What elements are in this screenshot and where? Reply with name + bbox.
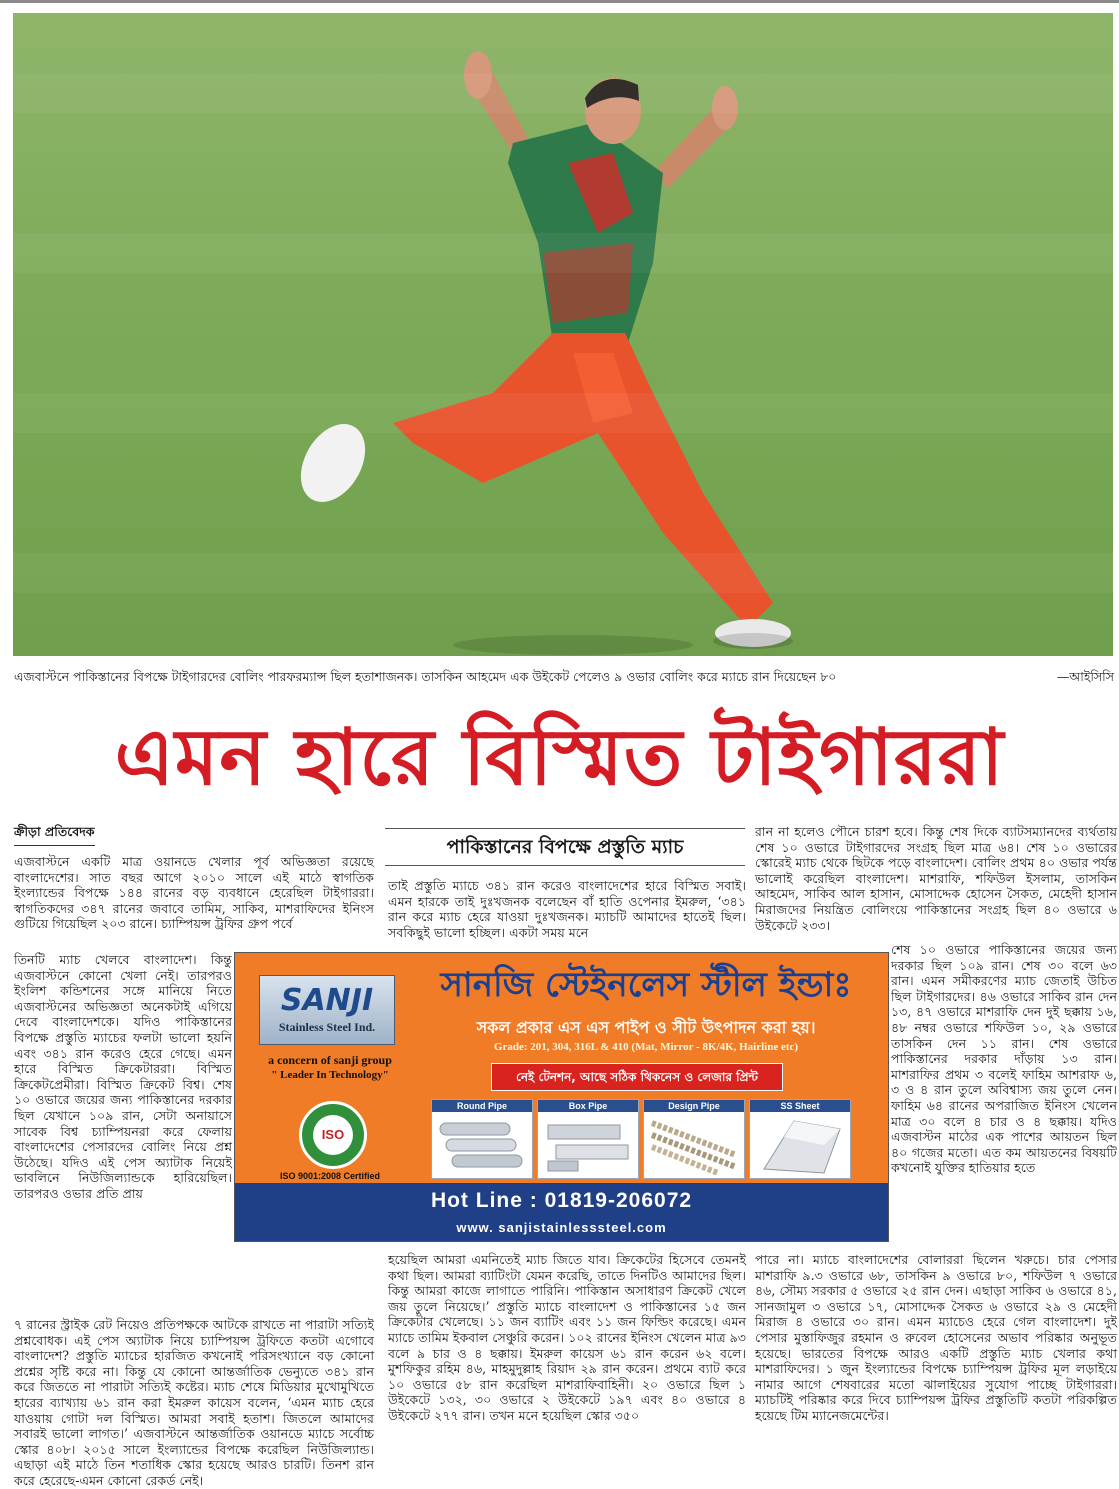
photo-credit: —আইসিসি (1056, 669, 1114, 684)
article-paragraph: এজবাস্টনে একটি মাত্র ওয়ানডে খেলার পূর্ব অভিজ্ঞতা রয়েছে বাংলাদেশের। সাত বছর আগে ২০১০ সালে এই মাঠে স্বাগতিক ইংল্যান্ডের বিপক্ষে ১৪৪ রানের বড় ব্যবধানে হেরেছিল টাইগাররা। স্বাগতিকদের ৩৪৭ রানের জবাবে তামিম, সাকিব, মাশরাফিদের ইনিংস গুটিয়ে গিয়েছিল ২০৩ রানে। চ্যাম্পিয়ন্স ট্রফির গ্রুপ পর্বে (14, 854, 374, 932)
ad-tagline: নেই টেনশন, আছে সঠিক থিকনেস ও লেজার প্রিন্ট (491, 1063, 783, 1091)
brand-name: SANJI (280, 983, 374, 1018)
caption-text: এজবাস্টনে পাকিস্তানের বিপক্ষে টাইগারদের বোলিং পারফরম্যান্স ছিল হতাশাজনক। তাসকিন আহমেদ এক উইকেট পেলেও ৯ ওভার বোলিং করে ম্যাচে রান দিয়েছেন ৮০ (14, 669, 837, 684)
box-pipe-icon (542, 1115, 634, 1175)
article-paragraph: ৭ রানের স্ট্রাইক রেট নিয়েও প্রতিপক্ষকে আটকে রাখতে না পারাটা সত্যিই প্রশ্নবোধক। এই পেস অ্যাটাক নিয়ে চ্যাম্পিয়ন্স ট্রফিতে কতটা এগোবে বাংলাদেশ? প্রস্তুতি ম্যাচের হারজিত কখনোই পরিসংখ্যানে বড় কোনো প্রশ্নের সৃষ্টি করে না। কিন্তু যে কোনো আন্তর্জাতিক ভেন্যুতে ৩৪১ রান করে জিততে না পারাটা সত্যিই কষ্টের। ম্যাচ শেষে মিডিয়ার মুখোমুখিতে হারের ব্যাখ্যায় ৬১ রান করা ইমরুল কায়েস বলেন, ‘এমন ম্যাচ হেরে যাওয়ায় গোটা দল বিস্মিত। আমরা সবাই হতাশ। জিতলে আমাদের সবারই ভালো লাগত।’ এজবাস্টনে আন্তর্জাতিক ওয়ানডে ম্যাচে সর্বোচ্চ স্কোর ৪০৮। ২০১৫ সালে ইংল্যান্ডের বিপক্ষে করেছিল নিউজিল্যান্ড। এছাড়া এই মাঠে তিন শতাধিক স্কোর হয়েছে আরও চারটি। তিনশ রান করে হেরেছে-এমন কোনো রেকর্ড নেই। (14, 1317, 374, 1488)
concern-text: a concern of sanji group (268, 1053, 392, 1067)
pitch-stripe (13, 393, 1113, 433)
article-column-3-bottom (755, 1252, 1117, 1424)
subheadline: পাকিস্তানের বিপক্ষে প্রস্তুতি ম্যাচ (385, 828, 745, 866)
product-label: Box Pipe (538, 1100, 638, 1112)
product-label: SS Sheet (750, 1100, 850, 1112)
round-pipe-icon (436, 1115, 528, 1175)
news-photo (13, 13, 1113, 656)
article-column-2-top (388, 878, 746, 940)
top-rule (0, 0, 1119, 3)
ad-grade: Grade: 201, 304, 316L & 410 (Mat, Mirror - 8K/4K, Hairline etc) (493, 1041, 799, 1053)
article-paragraph: তাই প্রস্তুতি ম্যাচে ৩৪১ রান করেও বাংলাদেশের হারে বিস্মিত সবাই। এমন হারকে তাই দুঃখজনক বলেছেন বাঁ হাতি ওপেনার ইমরুল, ‘৩৪১ রান করে ম্যাচ হেরে যাওয়া দুঃখজনক। ম্যাচটি আমাদের হাতেই ছিল। সবকিছুই ভালো হচ্ছিল। একটা সময় মনে (388, 878, 746, 940)
ss-sheet-icon (754, 1115, 846, 1175)
headline: এমন হারে বিস্মিত টাইগাররা (114, 713, 1005, 803)
article-paragraph: রান না হলেও পৌনে চারশ হবে। কিন্তু শেষ দিকে ব্যাটসম্যানদের ব্যর্থতায় শেষ ১০ ওভারে টাইগারদের সংগ্রহ ছিল মাত্র ৬৪। শেষ ১০ ওভারের স্কোরেই ম্যাচ থেকে ছিটকে পড়ে বাংলাদেশ। বোলিং প্রথম ৪০ ওভার পর্যন্ত ভালোই করেছিল বাংলাদেশ। মাশরাফি, শফিউল ইসলাম, তাসকিন আহমেদ, সাকিব আল হাসান, মোসাদ্দেক হোসেন সৈকত, মেহেদী হাসান মিরাজদের নিয়ন্ত্রিত বোলিংয়ে পাকিস্তানের সংগ্রহ ছিল ৪০ ওভারে ৬ উইকেটে ২৩৩। (755, 824, 1117, 933)
pitch-stripe (13, 553, 1113, 593)
article-column-1-bottom (14, 1317, 374, 1489)
article-paragraph: তিনটি ম্যাচ খেলবে বাংলাদেশ। কিন্তু এজবাস্টনে কোনো খেলা নেই। তারপরও ইংলিশ কন্ডিশনের সঙ্গে মানিয়ে নিতে এজবাস্টনের অভিজ্ঞতা অনেকটাই এগিয়ে দেবে বাংলাদেশকে। যদিও পাকিস্তানের বিপক্ষে প্রস্তুতি ম্যাচের ফলটা ভালো হয়নি এবং ৩৪১ রান করেও হেরে গেছে। এমন হারে বিস্মিত ক্রিকেটাররা। বিস্মিত ক্রিকেটপ্রেমীরা। বিস্মিত ক্রিকেট বিশ্ব। শেষ ১০ ওভারে জয়ের জন্য পাকিস্তানের দরকার ছিল যেখানে ১০৯ রান, সেটা অনায়াসে সাবেক বিশ্ব চ্যাম্পিয়নরা করে ফেলায় বাংলাদেশের পেসারদের বোলিং নিয়ে প্রশ্ন উঠেছে। যদিও এই পেস অ্যাটাক নিয়েই ভাবলিনে নিউজিল্যান্ডকে হারিয়েছিল। তারপরও ওভার প্রতি প্রায় (14, 952, 232, 1201)
brand-logo (259, 975, 395, 1045)
article-paragraph: হয়েছিল আমরা এমনিতেই ম্যাচ জিতে যাব। ক্রিকেটের হিসেবে তেমনই কথা ছিল। আমরা ব্যাটিংটা যেমন করেছি, তাতে দিনটিও আমাদের ছিল। কিন্তু আমরা কাজে লাগাতে পারিনি। পাকিস্তান অসাধারণ ক্রিকেট খেলে জয় তুলে নিয়েছে।’ প্রস্তুতি ম্যাচে বাংলাদেশ ও পাকিস্তানের ১৫ জন ক্রিকেটার খেলেছে। ১১ জন ব্যাটিং এবং ১১ জন ফিল্ডিং করেছে। এমন ম্যাচে তামিম ইকবাল সেঞ্চুরি করেন। ১০২ রানের ইনিংস খেলেন মাত্র ৯৩ বলে ৯ চার ও ৪ ছক্কায়। ইমরুল কায়েস ৬১ রান করেন ৬২ বলে। মুশফিকুর রহিম ৪৬, মাহমুদুল্লাহ রিয়াদ ২৯ রান করেন। প্রথমে ব্যাট করে ১০ ওভারে ৫৮ রান করেছিল মাশরাফিবাহিনী। ২০ ওভারে ছিল ১ উইকেটে ১৩২, ৩০ ওভারে ২ উইকেটে ১৯৭ এবং ৪০ ওভারে ৪ উইকেটে ২৭৭ রান। তখন মনে হয়েছিল স্কোর ৩৫০ (388, 1252, 746, 1423)
product-ss-sheet (749, 1099, 851, 1179)
product-label: Round Pipe (432, 1100, 532, 1112)
brand-subtitle: Stainless Steel Ind. (278, 1020, 376, 1034)
product-design-pipe (643, 1099, 745, 1179)
article-column-1-top (14, 854, 374, 932)
byline: ক্রীড়া প্রতিবেদক (14, 824, 95, 846)
leader-text: " Leader In Technology" (271, 1069, 389, 1081)
photo-caption (14, 666, 1114, 688)
iso-certification: ISO 9001:2008 Certified (279, 1171, 381, 1181)
ad-title: সানজি স্টেইনলেস স্টীল ইন্ডাঃ (440, 965, 852, 1005)
iso-badge-icon (299, 1101, 367, 1169)
product-round-pipe (431, 1099, 533, 1179)
hotline[interactable]: Hot Line : 01819-206072 (235, 1183, 888, 1219)
product-label: Design Pipe (644, 1100, 744, 1112)
iso-badge-label: ISO (313, 1115, 353, 1155)
article-column-2-bottom (388, 1252, 746, 1424)
ad-subtitle: সকল প্রকার এস এস পাইপ ও সীট উৎপাদন করা হয়। (476, 1018, 816, 1037)
website-link[interactable]: www. sanjistainlesssteel.com (235, 1219, 888, 1241)
article-column-3-top (755, 824, 1117, 933)
pitch-stripe (13, 233, 1113, 273)
article-paragraph: পারে না। ম্যাচে বাংলাদেশের বোলাররা ছিলেন খরুচে। চার পেসার মাশরাফি ৯.৩ ওভারে ৬৮, তাসকিন ৯ ওভারে ৮০, শফিউল ৭ ওভারে ৪৬, সৌম্য সরকার ৫ ওভারে ২৫ রান দেন। এছাড়া সাকিব ৬ ওভারে ৪১, সানজামুল ৩ ওভারে ১৭, মোসাদ্দেক সৈকত ৬ ওভারে ২৯ ও মেহেদী মিরাজ ৪ ওভারে ৩০ রান। এমন ম্যাচেও হেরে গেল বাংলাদেশ। দুই পেসার মুস্তাফিজুর রহমান ও রুবেল হোসেনের অভাব পরিষ্কার অনুভূত হয়েছে। ভারতের বিপক্ষে আরও একটি প্রস্তুতি ম্যাচ খেলার কথা মাশরাফিদের। ১ জুন ইংল্যান্ডের বিপক্ষে চ্যাম্পিয়ন্স ট্রফির মূল লড়াইয়ে নামার আগে শেষবারের মতো ঝালাইয়ের সুযোগ পাচ্ছে টাইগাররা। ম্যাচটিই পরিষ্কার করে দিবে চ্যাম্পিয়ন্স ট্রফির প্রস্তুতিটি কতটা পরিকল্পিত হয়েছে টিম ম্যানেজমেন্টের। (755, 1252, 1117, 1423)
design-pipe-icon (648, 1115, 740, 1175)
article-column-1-mid (14, 952, 232, 1202)
product-box-pipe (537, 1099, 639, 1179)
article-paragraph: শেষ ১০ ওভারে পাকিস্তানের জয়ের জন্য দরকার ছিল ১০৯ রান। শেষ ৩০ বলে ৬৩ রান। এমন সমীকরণের ম্যাচ জেতাই উচিত ছিল টাইগারদের। ৪৬ ওভারে সাকিব রান দেন ১৩, ৪৭ ওভারে মাশরাফি দেন দুই ছক্কায় ১৬, ৪৮ নম্বর ওভারে শফিউল ১০, ২৯ ওভারে তাসকিন দেন ১১ রান। শেষ ওভারে পাকিস্তানের দরকার দাঁড়ায় ১৩ রান। মাশরাফির প্রথম ৩ বলেই ফাহিম আশরাফ ৬, ৩ ও ৪ রান তুলে অবিশ্বাস্য জয় তুলে নেন। ফাহিম ৬৪ রানের অপরাজিত ইনিংস খেলেন মাত্র ৩০ বলে ৪ চার ও ৪ ছক্কায়। যদিও এজবাস্টন মাঠের এক পাশের আয়তন ছিল ৪০ গজের মতো। এত কম আয়তনের বিষয়টি কখনোই যুক্তির হাতিয়ার হতে (891, 942, 1117, 1176)
pitch-stripe (13, 73, 1113, 113)
article-column-3-mid (891, 942, 1117, 1176)
advertisement[interactable] (234, 952, 889, 1242)
